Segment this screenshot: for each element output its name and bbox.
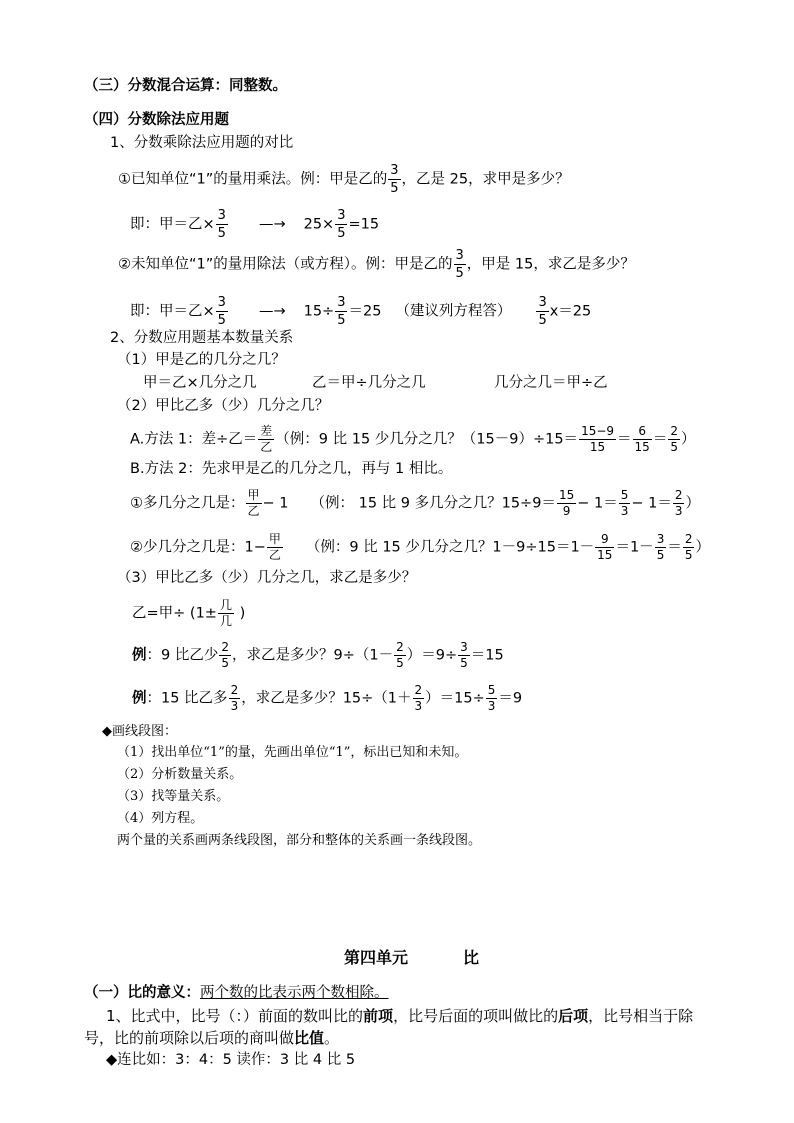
unit-heading-topic: 比: [463, 948, 480, 967]
example-1: ①已知单位“1”的量用乘法。例：甲是乙的 $\frac{3}{5}$ ，乙是 25，求甲是多少？: [118, 163, 570, 196]
section-4-title: （四）分数除法应用题: [84, 112, 229, 128]
diagram-step-2: （2）分析数量关系。: [117, 767, 243, 782]
more-fraction: ①多几分之几是： $\frac{\text{甲}}{\text{乙}}$ − 1 （例： 15 比 9 多几分之几？15÷9＝ $\frac{15}{9}$ − 1＝ $\frac{5}{3}$ − 1＝ $\frac{2}{3}$ ）: [130, 488, 700, 518]
unit-heading: 第四单元: [344, 948, 409, 967]
method-2: B.方法 2：先求甲是乙的几分之几，再与 1 相比。: [130, 461, 453, 477]
arrow: —→: [258, 216, 286, 233]
question-3: （3）甲比乙多（少）几分之几，求乙是多少？: [117, 570, 417, 586]
example-2: ②未知单位“1”的量用除法（或方程）。例：甲是乙的 $\frac{3}{5}$ ，甲是 15，求乙是多少？: [118, 248, 635, 281]
subsection-1-title: 1、分数乘除法应用题的对比: [110, 135, 294, 151]
diagram-step-4: （4）列方程。: [117, 811, 204, 826]
relation-1: 甲＝乙×几分之几: [143, 375, 257, 391]
diagram-note: 两个量的关系画两条线段图，部分和整体的关系画一条线段图。: [117, 833, 482, 848]
diagram-step-3: （3）找等量关系。: [117, 789, 230, 804]
example-3: 例：9 比乙少 $\frac{2}{5}$ ，求乙是多少？9÷（1－ $\frac{2}{5}$ ）＝9÷ $\frac{3}{5}$ ＝15: [132, 640, 504, 670]
continued-ratio: ◆连比如：3：4：5 读作：3 比 4 比 5: [106, 1052, 356, 1068]
example-4: 例：15 比乙多 $\frac{2}{3}$ ，求乙是多少？15÷（1＋ $\frac{2}{3}$ ）＝15÷ $\frac{5}{3}$ ＝9: [132, 683, 523, 713]
arrow: —→: [258, 303, 286, 320]
less-fraction: ②少几分之几是：1− $\frac{\text{甲}}{\text{乙}}$ （例：9 比 15 少几分之几？1－9÷15＝1－ $\frac{9}{15}$ ＝1－ $\frac{3}{5}$ ＝ $\frac{2}{5}$ ）: [130, 532, 710, 562]
question-1: （1）甲是乙的几分之几？: [117, 352, 286, 368]
diagram-title: ◆画线段图：: [102, 724, 177, 739]
question-2: （2）甲比乙多（少）几分之几？: [117, 398, 330, 414]
section-3-title: （三）分数混合运算：同整数。: [84, 78, 287, 94]
method-1: A.方法 1：差÷乙＝ $\frac{\text{差}}{\text{乙}}$ （例：9 比 15 少几分之几？（15－9）÷15＝ $\frac{15-9}{15}$ ＝ $\frac{6}{15}$ ＝ $\frac{2}{5}$ ）: [130, 424, 696, 454]
ratio-meaning: （一）比的意义：两个数的比表示两个数相除。: [84, 985, 389, 1001]
ratio-paragraph-line-1: 1、比式中，比号（：）前面的数叫比的前项，比号后面的项叫做比的后项，比号相当于除: [106, 1007, 694, 1025]
ratio-paragraph-line-2: 号，比的前项除以后项的商叫做比值。: [84, 1029, 340, 1047]
relation-2: 乙＝甲÷几分之几: [312, 375, 426, 391]
example-2-calc: 即：甲＝乙× $\frac{3}{5}$ —→ 15÷ $\frac{3}{5}$ ＝25 （建议列方程答） $\frac{3}{5}$ x＝25: [130, 295, 592, 328]
subsection-2-title: 2、分数应用题基本数量关系: [110, 330, 294, 346]
formula: 乙=甲÷ (1± $\frac{\text{几}}{\text{几}}$ ): [132, 598, 246, 628]
diagram-step-1: （1）找出单位“1”的量，先画出单位“1”，标出已知和未知。: [117, 745, 468, 760]
relation-3: 几分之几＝甲÷乙: [494, 375, 608, 391]
example-1-calc: 即：甲＝乙× $\frac{3}{5}$ —→ 25× $\frac{3}{5}$ =15: [130, 208, 380, 241]
